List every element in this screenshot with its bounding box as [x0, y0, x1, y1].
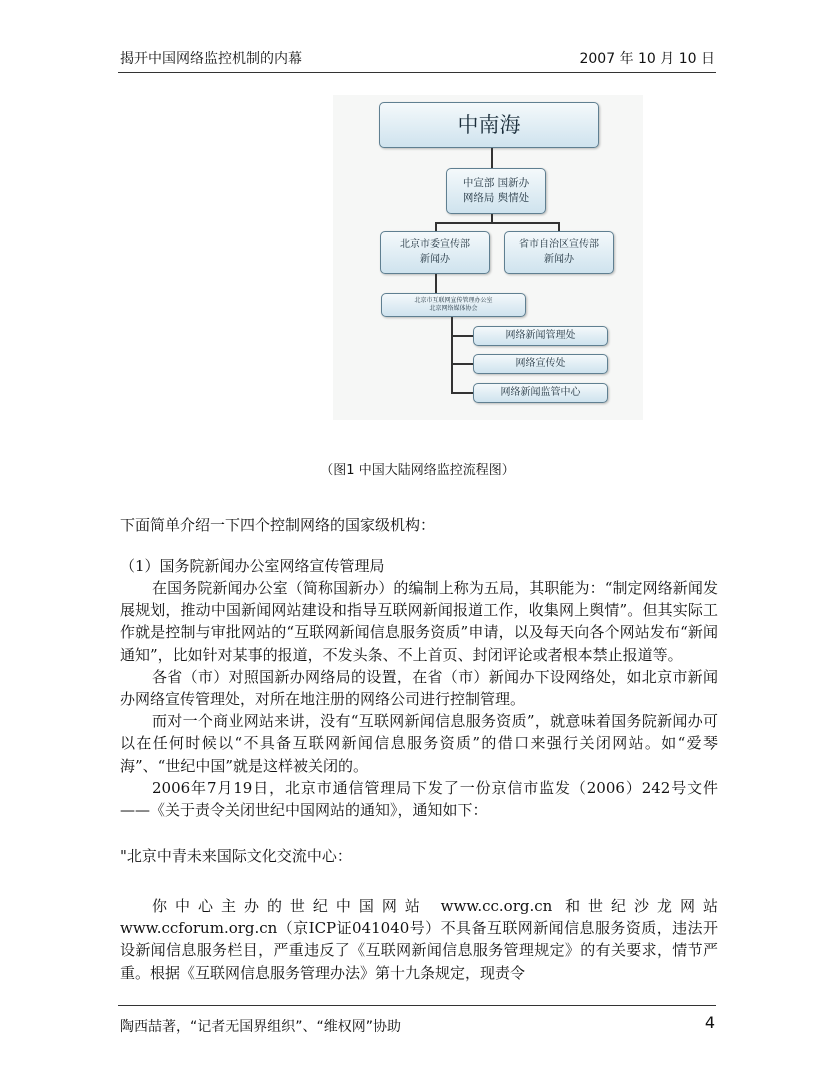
node-central-propaganda — [446, 168, 546, 214]
header-title: 揭开中国网络监控机制的内幕 — [120, 51, 302, 67]
node-monitoring-center — [473, 383, 608, 403]
header-rule — [118, 72, 716, 73]
node-provincial-propaganda — [504, 231, 614, 274]
node-news-management — [473, 326, 608, 346]
node-propaganda-division — [473, 354, 608, 374]
monitoring-flow-diagram — [333, 95, 643, 420]
node-beijing-internet-office-line1: 北京市互联网宣传管理办公室 — [414, 297, 493, 305]
page-number: 4 — [704, 1013, 715, 1032]
node-beijing-propaganda-line2: 新闻办 — [420, 253, 450, 265]
node-beijing-propaganda — [380, 231, 490, 274]
connector-line — [558, 222, 560, 231]
node-propaganda-division-label: 网络宣传处 — [515, 357, 566, 369]
connector-line — [451, 335, 473, 337]
node-provincial-propaganda-line2: 新闻办 — [544, 253, 574, 265]
paragraph: 而对一个商业网站来讲，没有“互联网新闻信息服务资质”，就意味着国务院新闻办可以在任何时候以“不具备互联网新闻信息服务资质”的借口来强行关闭网站。如“爱琴海”、“世纪中国”就是这样被关闭的。 — [120, 712, 718, 775]
node-central-propaganda-line1: 中宣部 国新办 — [462, 176, 530, 189]
header-date: 2007 年 10 月 10 日 — [579, 51, 715, 67]
paragraph: 你中心主办的世纪中国网站 www.cc.org.cn 和世纪沙龙网站 www.ccforum.org.cn（京ICP证041040号）不具备互联网新闻信息服务资质，违法开设新闻信息服务栏目，严重违反了《互联网新闻信息服务管理规定》的有关要求，情节严重。根据《互联网信息服务管理办法》第十九条规定，现责令 — [120, 897, 718, 982]
node-monitoring-center-label: 网络新闻监管中心 — [500, 386, 581, 398]
footer-rule — [118, 1005, 716, 1006]
figure-caption: （图1 中国大陆网络监控流程图） — [320, 463, 515, 478]
connector-line — [491, 148, 493, 168]
node-beijing-internet-office-line2: 北京网络媒体协会 — [429, 305, 478, 312]
intro-line: 下面简单介绍一下四个控制网络的国家级机构： — [120, 516, 436, 534]
node-beijing-propaganda-line1: 北京市委宣传部 — [400, 239, 470, 250]
notice-addressee: "北京中青未来国际文化交流中心： — [120, 847, 352, 865]
node-zhongnanhai — [379, 102, 599, 148]
node-beijing-internet-office — [381, 293, 526, 317]
connector-line — [451, 392, 473, 394]
section-body — [120, 577, 718, 821]
connector-line — [435, 222, 559, 224]
paragraph: 2006年7月19日，北京市通信管理局下发了一份京信市监发（2006）242号文件——《关于责令关闭世纪中国网站的通知》，通知如下： — [120, 778, 718, 820]
footer-credit: 陶西喆著，“记者无国界组织”、“维权网”协助 — [120, 1019, 402, 1035]
paragraph: 在国务院新闻办公室（简称国新办）的编制上称为五局，其职能为：“制定网络新闻发展规划，推动中国新闻网站建设和指导互联网新闻报道工作，收集网上舆情”。但其实际工作就是控制与审批网站的“互联网新闻信息服务资质”申请，以及每天向各个网站发布“新闻通知”，比如针对某事的报道，不发头条、不上首页、封闭评论或者根本禁止报道等。 — [120, 579, 718, 664]
node-central-propaganda-line2: 网络局 舆情处 — [462, 192, 530, 204]
node-provincial-propaganda-line1: 省市自治区宣传部 — [519, 239, 599, 250]
connector-line — [435, 274, 437, 293]
paragraph: 各省（市）对照国新办网络局的设置，在省（市）新闻办下设网络处，如北京市新闻办网络宣传管理处，对所在地注册的网络公司进行控制管理。 — [120, 667, 718, 709]
section-title: （1）国务院新闻办公室网络宣传管理局 — [120, 557, 385, 575]
connector-line — [451, 363, 473, 365]
connector-line — [435, 222, 437, 231]
notice-body — [120, 895, 718, 984]
connector-line — [451, 317, 453, 393]
node-news-management-label: 网络新闻管理处 — [505, 329, 576, 341]
node-zhongnanhai-label: 中南海 — [457, 112, 521, 137]
